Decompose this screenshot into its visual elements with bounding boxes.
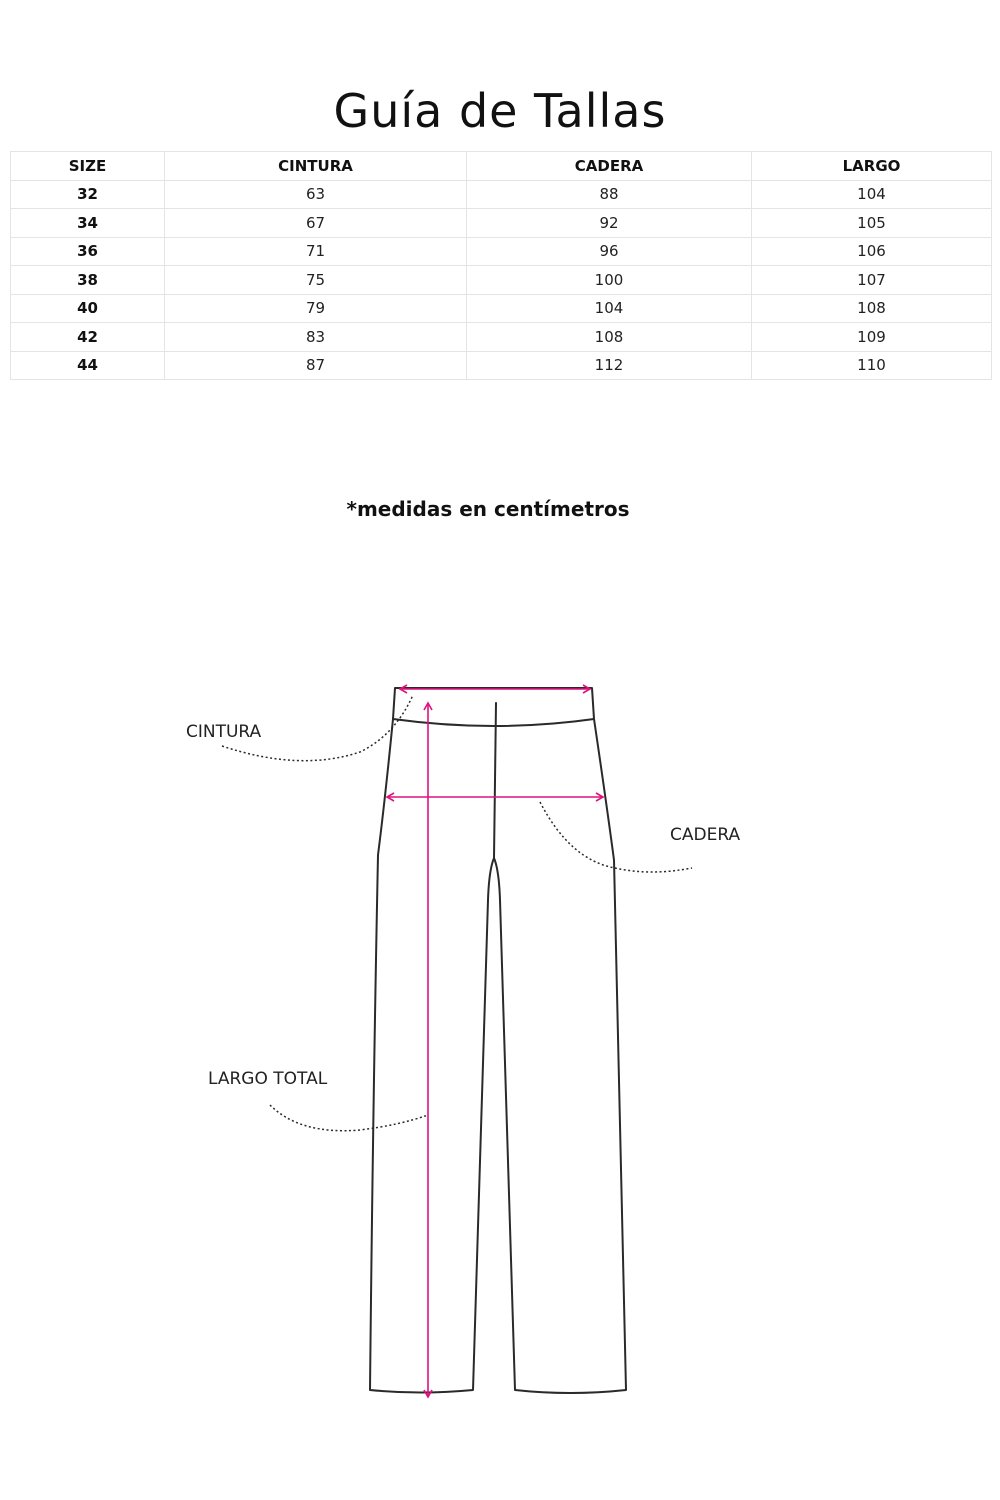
- table-row: [11, 294, 992, 323]
- cell-largo: 104: [752, 180, 992, 209]
- cell-cadera: 112: [467, 351, 752, 380]
- table-row: [11, 237, 992, 266]
- cell-cintura: 83: [165, 323, 467, 352]
- table-row: [11, 266, 992, 295]
- cell-largo: 110: [752, 351, 992, 380]
- label-cadera: CADERA: [670, 825, 741, 845]
- cell-cintura: 79: [165, 294, 467, 323]
- table-row: [11, 209, 992, 238]
- leader-lines: [222, 695, 692, 1131]
- table-header-row: [11, 152, 992, 181]
- cell-cintura: 63: [165, 180, 467, 209]
- cell-size: 34: [11, 209, 165, 238]
- page-title: Guía de Tallas: [333, 84, 667, 138]
- cell-size: 42: [11, 323, 165, 352]
- cell-cadera: 92: [467, 209, 752, 238]
- pants-icon: [370, 688, 626, 1393]
- table-row: [11, 351, 992, 380]
- cell-cadera: 100: [467, 266, 752, 295]
- header-size: SIZE: [11, 152, 165, 181]
- cell-largo: 107: [752, 266, 992, 295]
- header-cintura: CINTURA: [165, 152, 467, 181]
- cell-size: 36: [11, 237, 165, 266]
- cell-cadera: 108: [467, 323, 752, 352]
- cell-size: 38: [11, 266, 165, 295]
- cell-size: 40: [11, 294, 165, 323]
- cell-cadera: 104: [467, 294, 752, 323]
- cell-cintura: 75: [165, 266, 467, 295]
- table-row: [11, 180, 992, 209]
- table-row: [11, 323, 992, 352]
- header-largo: LARGO: [752, 152, 992, 181]
- cell-cintura: 87: [165, 351, 467, 380]
- cell-largo: 105: [752, 209, 992, 238]
- cell-largo: 109: [752, 323, 992, 352]
- label-cintura: CINTURA: [186, 722, 262, 742]
- header-cadera: CADERA: [467, 152, 752, 181]
- largo-leader: [270, 1105, 428, 1131]
- cell-cintura: 71: [165, 237, 467, 266]
- cell-size: 32: [11, 180, 165, 209]
- cell-size: 44: [11, 351, 165, 380]
- size-table: [10, 151, 992, 380]
- units-note: *medidas en centímetros: [346, 497, 630, 521]
- cell-cadera: 96: [467, 237, 752, 266]
- cell-largo: 108: [752, 294, 992, 323]
- cell-cadera: 88: [467, 180, 752, 209]
- label-largo-total: LARGO TOTAL: [208, 1069, 328, 1089]
- cell-largo: 106: [752, 237, 992, 266]
- cell-cintura: 67: [165, 209, 467, 238]
- pants-measurement-diagram: [0, 640, 1000, 1460]
